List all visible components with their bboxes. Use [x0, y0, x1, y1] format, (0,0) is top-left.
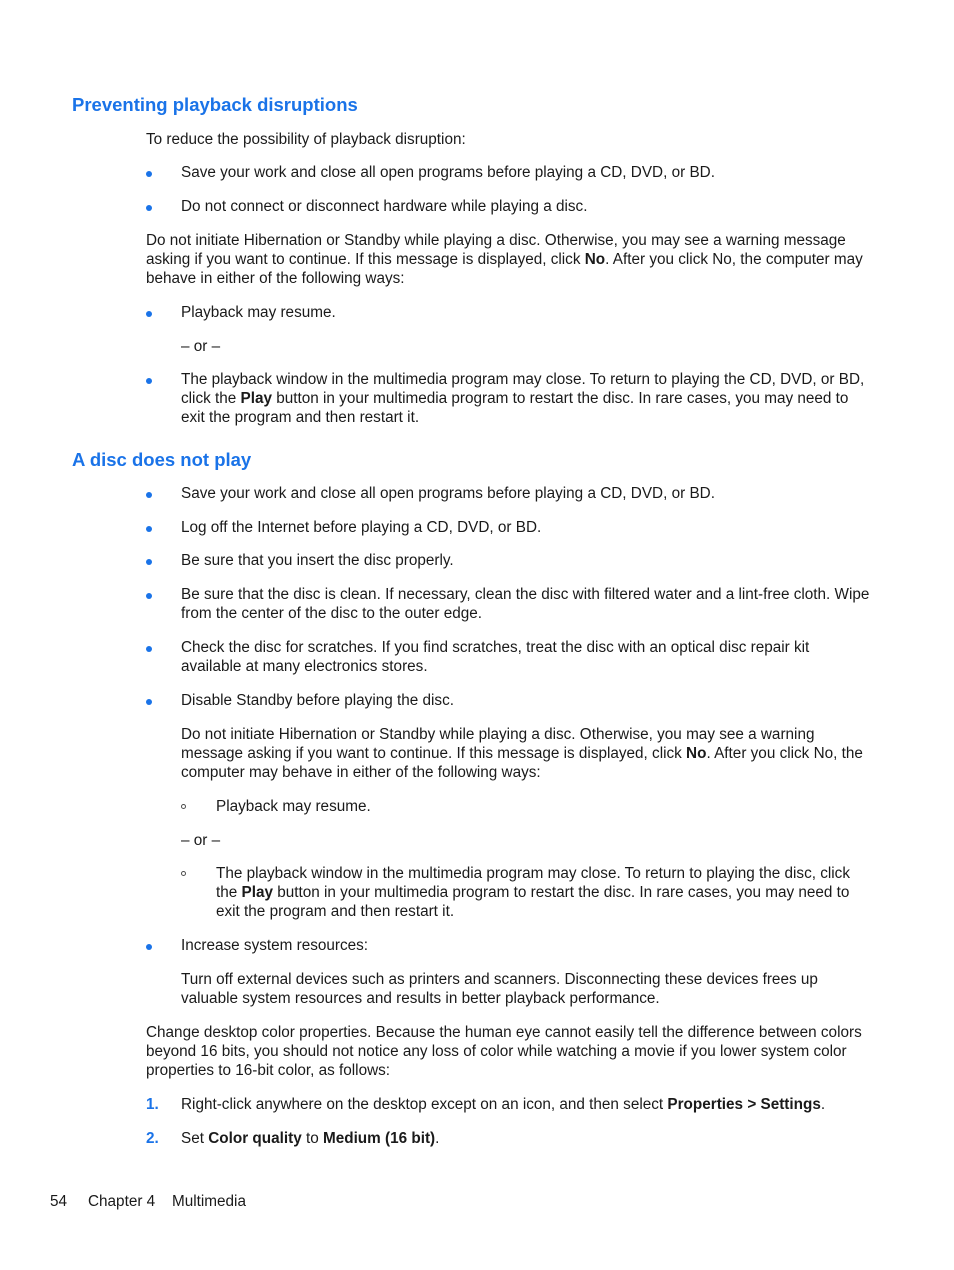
color-properties-paragraph: Change desktop color properties. Because the human eye cannot easily tell the difference between colors beyond 16 bits, you should not notice any loss of color while watching a movie if you lower system color properties to 16-bit color, as follows:	[146, 1024, 862, 1080]
bullet-icon	[146, 205, 152, 211]
or-separator: – or –	[181, 832, 221, 849]
bullet-text: Log off the Internet before playing a CD, DVD, or BD.	[181, 519, 542, 536]
bullet-icon	[146, 311, 152, 317]
or-separator: – or –	[181, 338, 221, 355]
bullet-text: Increase system resources:	[181, 937, 369, 954]
bullet-icon	[146, 699, 152, 705]
step-number: 2.	[146, 1130, 159, 1147]
bullet-icon	[146, 944, 152, 950]
step-text: Right-click anywhere on the desktop except on an icon, and then select Properties > Settings.	[181, 1096, 826, 1113]
bullet-icon	[146, 593, 152, 599]
step-number: 1.	[146, 1096, 159, 1113]
bullet-text: Be sure that the disc is clean. If necessary, clean the disc with filtered water and a lint-free cloth. Wipe from the center of the disc to the outer edge.	[181, 586, 870, 623]
bullet-text: Playback may resume.	[181, 304, 336, 321]
section-heading-preventing-playback: Preventing playback disruptions	[72, 94, 358, 115]
bullet-text: Save your work and close all open programs before playing a CD, DVD, or BD.	[181, 164, 715, 181]
bullet-text: Save your work and close all open programs before playing a CD, DVD, or BD.	[181, 485, 715, 502]
bullet-text: Be sure that you insert the disc properly.	[181, 552, 454, 569]
step-text: Set Color quality to Medium (16 bit).	[181, 1130, 440, 1147]
bullet-text: Check the disc for scratches. If you find scratches, treat the disc with an optical disc repair kit available at many electronics stores.	[181, 639, 810, 676]
bullet-text: Do not connect or disconnect hardware while playing a disc.	[181, 198, 588, 215]
bullet-text: Disable Standby before playing the disc.	[181, 692, 454, 709]
sub-bullet-text: The playback window in the multimedia program may close. To return to playing the disc, click the Play button in your multimedia program to restart the disc. In rare cases, you may need to exit the program and then restart it.	[216, 865, 850, 921]
bullet-icon	[146, 171, 152, 177]
sub-bullet-icon	[181, 804, 186, 809]
bullet-text: The playback window in the multimedia program may close. To return to playing the CD, DVD, or BD, click the Play button in your multimedia program to restart the disc. In rare cases, you may need to exit the program and then restart it.	[181, 371, 865, 427]
bullet-icon	[146, 492, 152, 498]
resources-paragraph: Turn off external devices such as printers and scanners. Disconnecting these devices frees up valuable system resources and results in better playback performance.	[181, 971, 818, 1008]
sub-bullet-icon	[181, 871, 186, 876]
chapter-label: Chapter 4	[88, 1193, 156, 1210]
bullet-icon	[146, 646, 152, 652]
bullet-icon	[146, 378, 152, 384]
chapter-title: Multimedia	[172, 1193, 246, 1210]
bullet-icon	[146, 526, 152, 532]
bullet-icon	[146, 559, 152, 565]
page-number: 54	[50, 1193, 68, 1210]
intro-text: To reduce the possibility of playback disruption:	[146, 131, 466, 148]
sub-bullet-text: Playback may resume.	[216, 798, 371, 815]
section-heading-disc-not-play: A disc does not play	[72, 449, 252, 470]
hibernation-paragraph: Do not initiate Hibernation or Standby while playing a disc. Otherwise, you may see a warning message asking if you want to continue. If this message is displayed, click No. After you click No, the computer may behave in either of the following ways:	[146, 232, 863, 288]
standby-paragraph: Do not initiate Hibernation or Standby while playing a disc. Otherwise, you may see a warning message asking if you want to continue. If this message is displayed, click No. After you click No, the computer may behave in either of the following ways:	[181, 726, 863, 782]
